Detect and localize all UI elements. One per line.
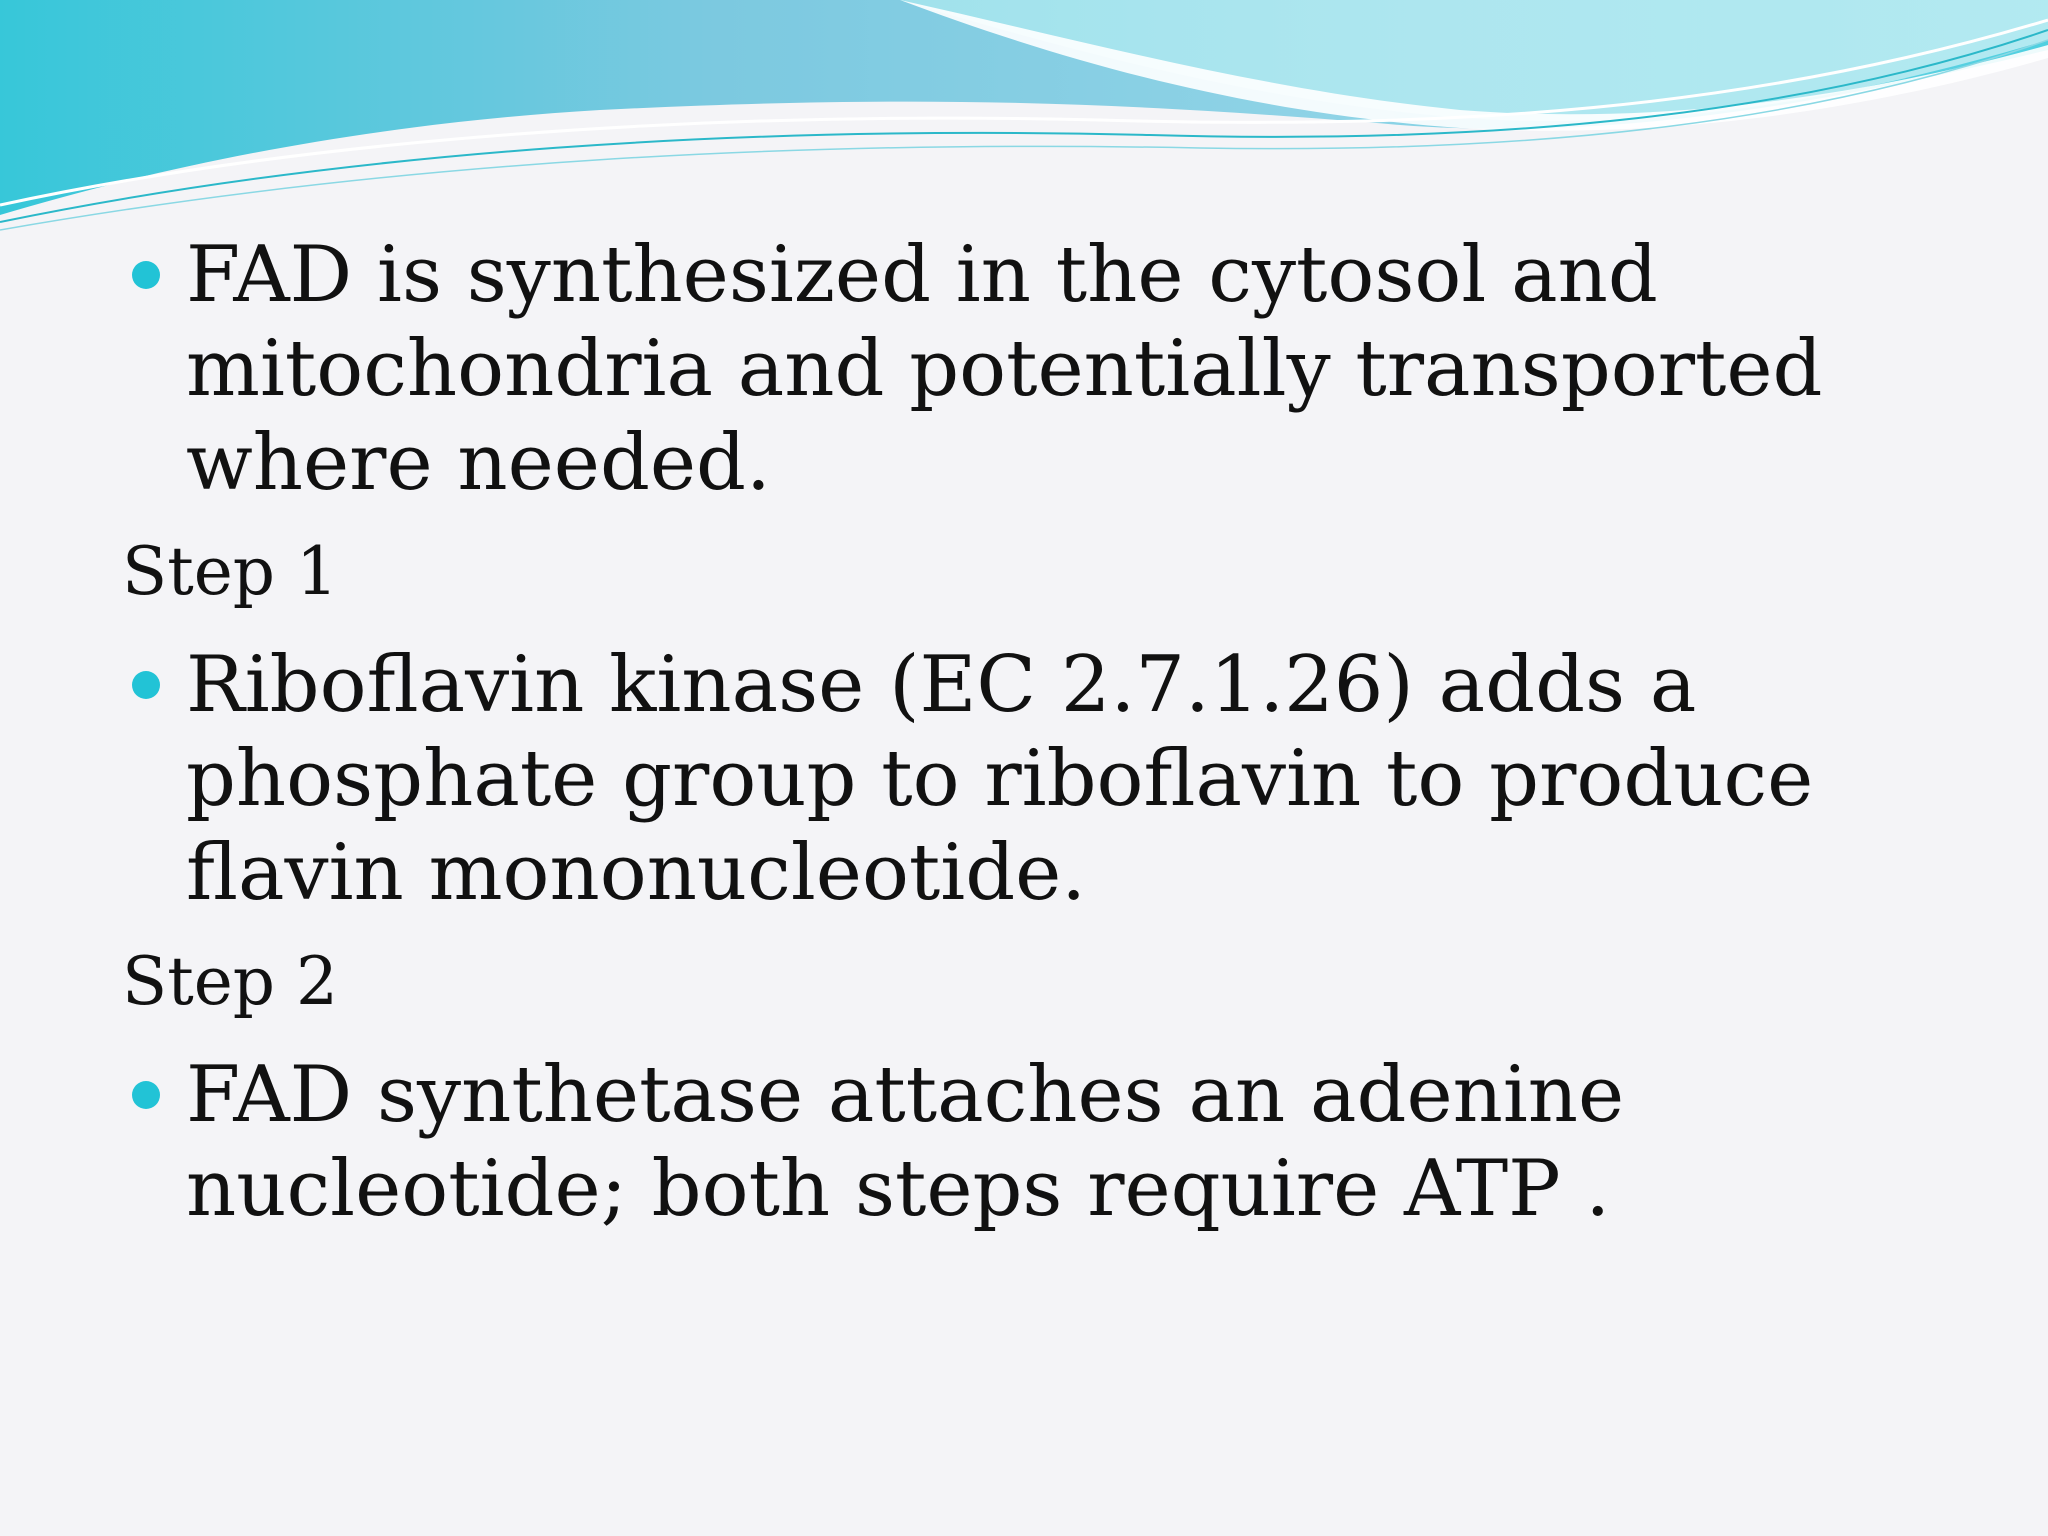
bullet-text: FAD is synthesized in the cytosol and mitochondria and potentially transported where needed. [186, 230, 1823, 508]
header-wave-decoration [0, 0, 2048, 240]
step-1-label: Step 1 [122, 533, 339, 610]
bullet-text: Riboflavin kinase (EC 2.7.1.26) adds a phosphate group to riboflavin to produce flavin mononucleotide. [186, 640, 1814, 918]
step-2-label: Step 2 [122, 943, 339, 1020]
slide-content [122, 228, 2002, 1258]
bullet-dot-icon [132, 1081, 160, 1109]
bullet-item-fad-synthesis [122, 228, 2002, 510]
bullet-item-fad-synthetase [122, 1048, 2002, 1236]
bullet-item-riboflavin-kinase [122, 638, 2002, 920]
bullet-text: FAD synthetase attaches an adenine nucleotide; both steps require ATP . [186, 1050, 1625, 1234]
bullet-dot-icon [132, 261, 160, 289]
bullet-dot-icon [132, 671, 160, 699]
